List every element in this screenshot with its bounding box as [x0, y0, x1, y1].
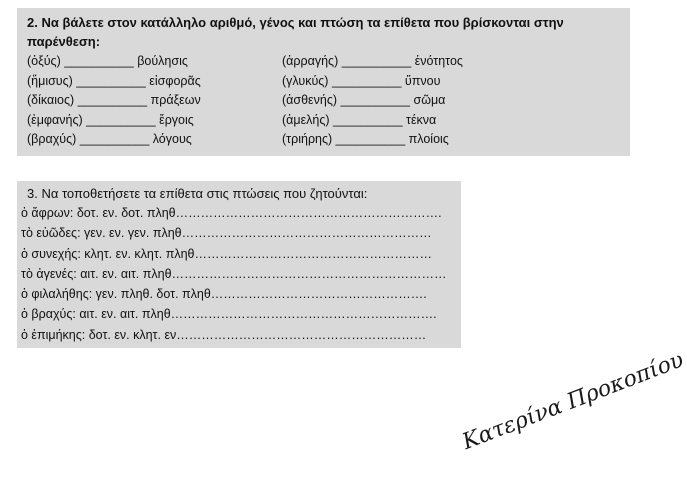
exercise-3-row: ὁ ἄφρων: δοτ. εν. δοτ. πληθ………………………………………………………. [21, 206, 442, 220]
exercise-3-row: τὸ ἀγενές: αιτ. εν. αιτ. πληθ………………………………………………………… [21, 266, 447, 281]
exercise-3-row: ὁ βραχύς: αιτ. εν. αιτ. πληθ………………………………………………………. [21, 307, 437, 322]
exercise-2-row [27, 130, 620, 150]
exercise-2-item-left: (ἥμισυς) __________ εἰσφορᾶς [27, 73, 201, 88]
exercise-2-item-right: (ἀμελής) __________ τέκνα [282, 112, 437, 127]
exercise-3-row: ὁ ἐπιμήκης: δοτ. εν. κλητ. εν…………………………………………………… [21, 327, 427, 342]
exercise-2-row [27, 52, 620, 72]
exercise-2-item-right: (ἀσθενής) __________ σῶμα [282, 93, 446, 107]
exercise-2-item-left: (βραχύς) __________ λόγους [27, 132, 192, 146]
exercise-3-row: ὁ συνεχής: κλητ. εν. κλητ. πληθ………………………………………………… [21, 246, 432, 261]
exercise-2-rows [27, 52, 620, 150]
exercise-2-row [27, 72, 620, 92]
exercise-2-title: 2. Να βάλετε στον κατάλληλο αριθμό, γένος και πτώση τα επίθετα που βρίσκονται στην παρένθεση: [27, 15, 564, 49]
exercise-3-box [17, 181, 461, 348]
exercise-3-row: ὁ φιλαλήθης: γεν. πληθ. δοτ. πληθ……………………………………………. [21, 287, 427, 302]
author-signature: Κατερίνα Προκοπίου [459, 347, 687, 455]
exercise-2-box [17, 8, 630, 156]
exercise-3-row: τὸ εὐῶδες: γεν. εν. γεν. πληθ…………………………………………………… [21, 226, 432, 241]
exercise-2-item-left: (δίκαιος) __________ πράξεων [27, 93, 201, 107]
exercise-2-item-left: (ἐμφανής) __________ ἔργοις [27, 112, 194, 127]
exercise-2-row [27, 91, 620, 111]
exercise-2-row [27, 111, 620, 131]
exercise-2-item-left: (ὀξύς) __________ βούλησις [27, 54, 188, 68]
exercise-3-title: 3. Να τοποθετήσετε τα επίθετα στις πτώσεις που ζητούνται: [27, 186, 368, 201]
exercise-2-item-right: (ἀρραγής) __________ ἑνότητος [282, 54, 463, 68]
exercise-2-item-right: (τριήρης) __________ πλοίοις [282, 132, 449, 146]
exercise-2-item-right: (γλυκύς) __________ ὕπνου [282, 73, 441, 88]
